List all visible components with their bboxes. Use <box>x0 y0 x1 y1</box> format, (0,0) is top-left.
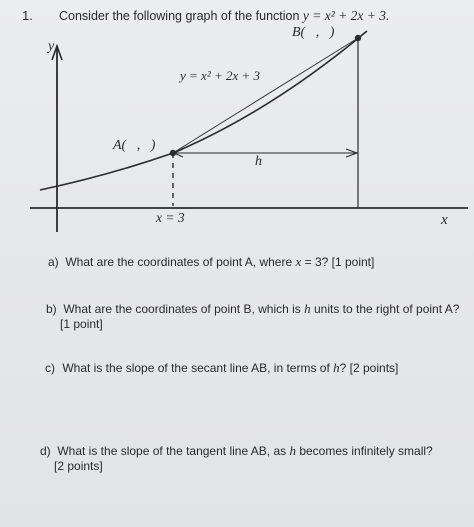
part-c-text: What is the slope of the secant line AB, in terms of <box>62 361 334 375</box>
part-a-math: x <box>295 254 302 269</box>
x-axis-label: x <box>441 212 448 228</box>
function-graph <box>0 0 474 250</box>
part-b-points: [1 point] <box>60 317 103 331</box>
part-d-math: h <box>289 443 296 458</box>
secant-line <box>173 38 358 153</box>
part-c-letter: c) <box>45 361 55 375</box>
part-b-text-after: units to the right of point A? <box>310 302 460 316</box>
part-b-math: h <box>304 301 311 316</box>
part-a-text-after: = 3? [1 point] <box>301 255 375 269</box>
part-a-text: What are the coordinates of point A, where <box>65 255 296 269</box>
prompt-equation: y = x² + 2x + 3. <box>302 8 390 23</box>
part-d-points: [2 points] <box>54 459 103 473</box>
point-a <box>170 150 176 156</box>
prompt-text: Consider the following graph of the function <box>59 9 300 23</box>
part-d <box>40 443 460 474</box>
y-axis-label: y <box>48 39 55 54</box>
question-number: 1. <box>22 8 33 23</box>
part-c <box>45 360 465 376</box>
h-label: h <box>255 154 262 169</box>
point-a-label: A( , ) <box>113 138 156 153</box>
part-a <box>48 254 468 270</box>
part-b <box>46 301 466 332</box>
part-d-text-after: becomes infinitely small? <box>296 444 433 458</box>
parabola-curve <box>40 31 367 190</box>
part-c-math: h <box>333 360 340 375</box>
part-c-text-after: ? [2 points] <box>339 361 399 375</box>
curve-label: y = x² + 2x + 3 <box>180 68 261 83</box>
part-b-letter: b) <box>46 302 57 316</box>
part-d-text: What is the slope of the tangent line AB, as <box>57 444 290 458</box>
part-a-letter: a) <box>48 255 59 269</box>
part-b-text: What are the coordinates of point B, which is <box>63 302 305 316</box>
part-d-letter: d) <box>40 444 51 458</box>
x-marker-label: x = 3 <box>156 210 185 225</box>
point-b <box>355 35 361 41</box>
point-b-label: B( , ) <box>292 25 335 40</box>
